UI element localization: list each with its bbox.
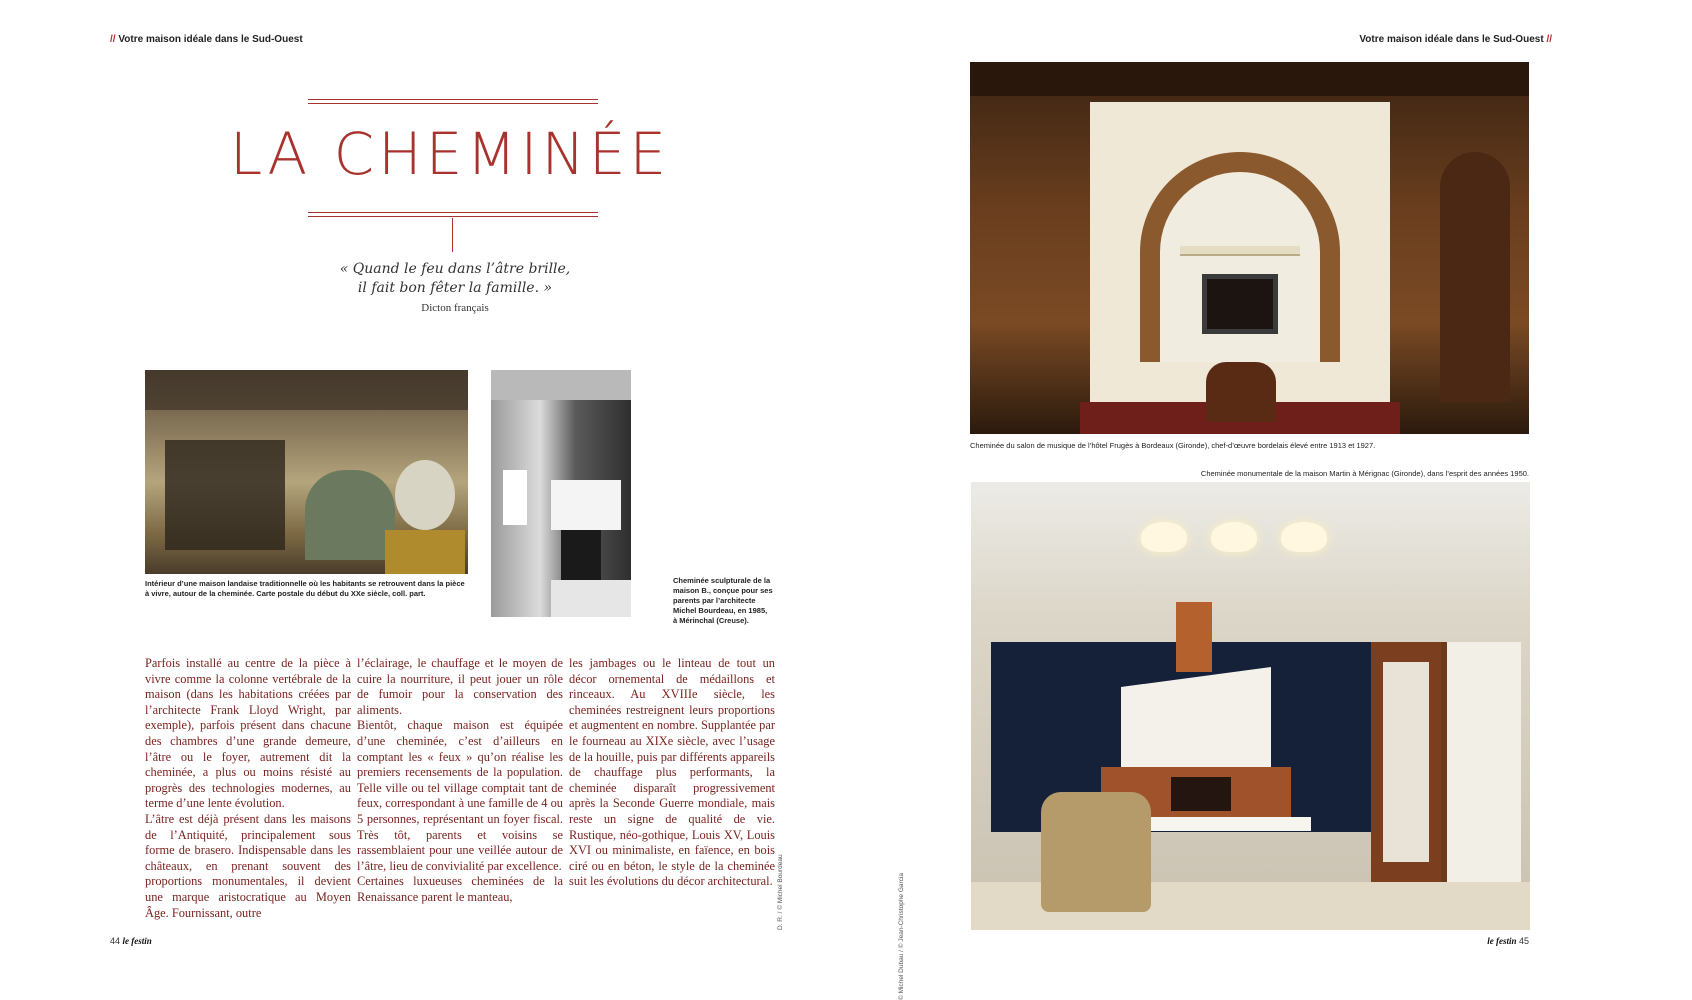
body-column-3	[569, 656, 775, 890]
body-paragraph: l’éclairage, le chauffage et le moyen de cuire la nourriture, il peut jouer un rôle de fumoir pour la conservation des aliments.	[357, 656, 563, 717]
running-head-text: Votre maison idéale dans le Sud-Ouest	[118, 34, 303, 45]
caption-martin: Cheminée monumentale de la maison Martin à Mérignac (Gironde), dans l’esprit des années 1950.	[1200, 469, 1529, 478]
running-head-left	[110, 34, 303, 45]
running-head-right	[1359, 34, 1552, 45]
body-paragraph: les jambages ou le linteau de tout un décor ornemental de médaillons et rinceaux. Au XVIIIe siècle, les cheminées restreignent leurs proportions et augmentent en nombre. Supplantée par le fourneau au XIXe siècle, avec l’usage de la houille, puis par différents appareils de chauffage plus performants, la cheminée disparaît progressivement après la Seconde Guerre mondiale, mais reste un signe de qualité de vie. Rustique, néo-gothique, Louis XV, Louis XVI ou minimaliste, en faïence, en bois ciré ou en béton, le style de la cheminée suit les évolutions du décor architectural.	[569, 656, 775, 889]
epigraph	[300, 260, 610, 298]
magazine-name: le festin	[122, 936, 152, 946]
page-number: 44	[110, 936, 121, 946]
photo-bourdeau-fireplace	[491, 370, 631, 617]
body-column-2	[357, 656, 563, 906]
body-column-1	[145, 656, 351, 921]
caption-fruges: Cheminée du salon de musique de l’hôtel Frugès à Bordeaux (Gironde), chef-d’œuvre bordelais élevé entre 1913 et 1927.	[970, 441, 1376, 450]
magazine-name: le festin	[1487, 936, 1517, 946]
folio-left	[110, 936, 152, 946]
photo-maison-martin	[971, 482, 1530, 930]
body-paragraph: Parfois installé au centre de la pièce à vivre comme la colonne vertébrale de la maison (dans les habitations créées par l’architecte Frank Lloyd Wright, par exemple), parfois présent dans chacune des chambres d’une grande demeure, l’âtre ou le foyer, autrement dit la cheminée, a plus ou moins résisté au progrès des technologies modernes, au terme d’une lente évolution.	[145, 656, 351, 811]
photo-credit-right: © Michel Dubau / © Jean-Christophe Garcia	[898, 873, 905, 1000]
epigraph-source: Dicton français	[421, 302, 489, 314]
caption-landaise: Intérieur d’une maison landaise traditionnelle où les habitants se retrouvent dans la pièce à vivre, autour de la cheminée. Carte postale du début du XXe siècle, coll. part.	[145, 579, 465, 598]
title-rule-bottom	[308, 212, 598, 217]
photo-hotel-fruges	[970, 62, 1529, 434]
running-head-slashes: //	[110, 34, 116, 45]
epigraph-line: « Quand le feu dans l’âtre brille,	[339, 261, 571, 277]
body-paragraph: Bientôt, chaque maison est équipée d’une cheminée, c’est d’ailleurs en comptant les « feux » qu’on réalise les premiers recensements de la population. Telle ville ou tel village comptait tant de feux, correspondant à une famille de 4 ou 5 personnes, représentant un foyer fiscal. Très tôt, parents et voisins se rassemblaient pour une veillée autour de l’âtre, lieu de convivialité par excellence.	[357, 718, 563, 873]
title-rule-top	[308, 99, 598, 104]
epigraph-line: il fait bon fêter la famille. »	[357, 280, 553, 296]
body-paragraph: Certaines luxueuses cheminées de la Renaissance parent le manteau,	[357, 874, 563, 904]
running-head-text: Votre maison idéale dans le Sud-Ouest	[1359, 34, 1544, 45]
caption-bourdeau: Cheminée sculpturale de la maison B., conçue pour ses parents par l’architecte Michel Bourdeau, en 1985, à Mérinchal (Creuse).	[673, 576, 773, 625]
photo-credit-left: D. R. / © Michel Bourdeau	[777, 854, 784, 930]
folio-right	[1487, 936, 1529, 946]
title-rule-stem	[452, 218, 453, 252]
running-head-slashes: //	[1546, 34, 1552, 45]
photo-landaise-interior	[145, 370, 468, 574]
page-title: LA CHEMINÉE	[229, 120, 671, 188]
body-paragraph: L’âtre est déjà présent dans les maisons de l’Antiquité, principalement sous forme de brasero. Indispensable dans les châteaux, en prenant souvent des proportions monumentales, il devient une marque aristocratique au Moyen Âge. Fournissant, outre	[145, 811, 351, 920]
page-number: 45	[1518, 936, 1529, 946]
